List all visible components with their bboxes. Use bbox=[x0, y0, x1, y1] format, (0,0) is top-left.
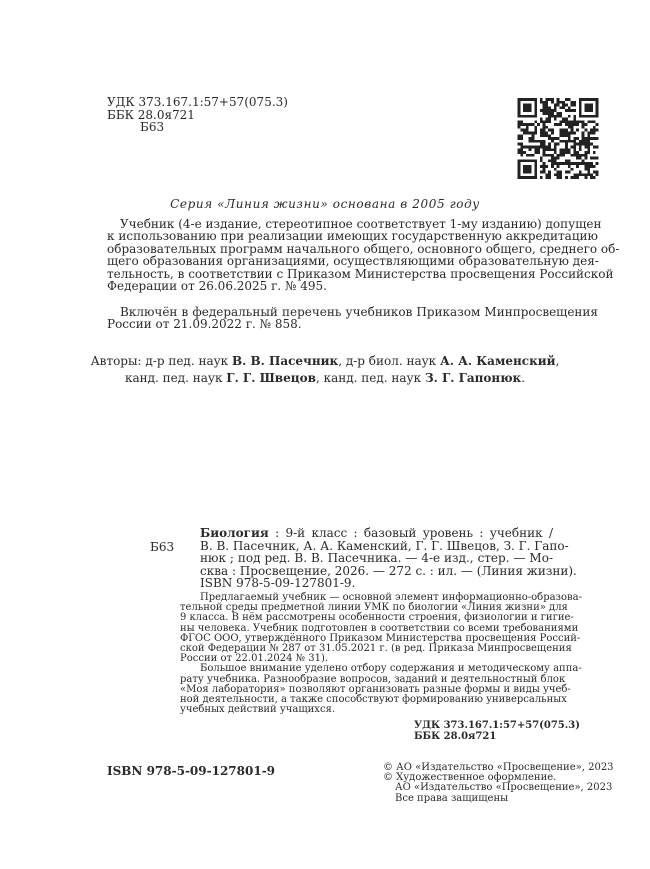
author-name: В. В. Пасечник bbox=[232, 354, 339, 368]
text-line: ISBN 978-5-09-127801-9. bbox=[200, 576, 356, 590]
text-line: Федерации от 26.06.2025 г. № 495. bbox=[107, 279, 327, 294]
copyright-line: Все права защищены bbox=[395, 792, 509, 804]
text-line: 9 класса. В нём рассмотрены особенности строения, физиологии и гигие- bbox=[180, 612, 574, 624]
inclusion-paragraph bbox=[107, 306, 598, 331]
text-line: Большое внимание уделено отбору содержания и методическому аппа- bbox=[200, 663, 582, 675]
author-mark: Б63 bbox=[140, 120, 165, 135]
text-line bbox=[200, 527, 553, 540]
text-line: Предлагаемый учебник — основной элемент информационно-образова- bbox=[200, 592, 583, 603]
copyright-line: © АО «Издательство «Просвещение», 2023 bbox=[383, 762, 614, 773]
text-line: нюк ; под ред. В. В. Пасечника. — 4-е изд., стер. — Мо- bbox=[200, 551, 553, 565]
bbk-code: ББК 28.0я721 bbox=[107, 107, 195, 122]
text-line: Учебник (4-е издание, стереотипное соответствует 1-му изданию) допущен bbox=[120, 217, 602, 231]
footer-classification bbox=[414, 720, 580, 742]
text-line: щего образования организациями, осуществляющими образовательную дея- bbox=[107, 254, 599, 269]
bbk-code: ББК 28.0я721 bbox=[414, 731, 497, 742]
copyright-line: АО «Издательство «Просвещение», 2023 bbox=[395, 782, 613, 794]
text-line: В. В. Пасечник, А. А. Каменский, Г. Г. Швецов, З. Г. Гапо- bbox=[200, 538, 569, 553]
catalog-author-mark: Б63 bbox=[150, 539, 175, 554]
text-line: рату учебника. Разнообразие вопросов, заданий и деятельностный блок bbox=[180, 673, 566, 685]
authors bbox=[0, 353, 650, 387]
text-line: России от 22.01.2024 № 31). bbox=[180, 653, 329, 665]
text-line: сква : Просвещение, 2026. — 272 с. : ил. — (Линия жизни). bbox=[200, 563, 577, 578]
text-line: тельной среды предметной линии УМК по биологии «Линия жизни» для bbox=[180, 602, 568, 614]
book-title: Биология bbox=[200, 526, 269, 540]
copyright-line: © Художественное оформление. bbox=[383, 772, 557, 784]
author-name: Г. Г. Швецов bbox=[226, 371, 316, 385]
author-name: А. А. Каменский bbox=[440, 354, 556, 368]
author-degree: , канд. пед. наук bbox=[315, 371, 422, 385]
series-note: Серия «Линия жизни» основана в 2005 году bbox=[170, 197, 480, 211]
author-degree: , д-р биол. наук bbox=[338, 354, 437, 368]
approval-paragraph bbox=[107, 217, 620, 294]
text-line: ной деятельности, а также способствуют формированию универсальных bbox=[180, 694, 567, 706]
separator: , bbox=[555, 354, 560, 368]
text-line: ФГОС ООО, утверждённого Приказом Министерства просвещения Россий- bbox=[180, 632, 581, 644]
udk-code: УДК 373.167.1:57+57(075.3) bbox=[414, 720, 580, 731]
isbn: ISBN 978-5-09-127801-9 bbox=[107, 764, 276, 778]
author-name: З. Г. Гапонюк bbox=[424, 371, 522, 385]
text-line: ны человека. Учебник подготовлен в соответствии со всеми требованиями bbox=[180, 622, 579, 634]
author-degree: Авторы: д-р пед. наук bbox=[90, 354, 229, 368]
text-line: образовательных программ начального общего, основного общего, среднего об- bbox=[107, 241, 620, 256]
text-line: «Моя лаборатория» позволяют организовать разные формы и виды учеб- bbox=[180, 683, 571, 695]
classification-header bbox=[107, 96, 288, 134]
annotation bbox=[180, 592, 583, 716]
qr-code bbox=[517, 98, 599, 179]
author-degree: канд. пед. наук bbox=[124, 371, 223, 385]
text-line: Включён в федеральный перечень учебников Приказом Минпросвещения bbox=[120, 305, 598, 319]
udk-code: УДК 373.167.1:57+57(075.3) bbox=[107, 95, 288, 109]
text-line: тельность, в соответствии с Приказом Министерства просвещения Российской bbox=[107, 266, 614, 281]
text-line: к использованию при реализации имеющих государственную аккредитацию bbox=[107, 229, 598, 244]
text-line: ской Федерации № 287 от 31.05.2021 г. (в ред. Приказа Минпросвещения bbox=[180, 643, 572, 655]
text-span: : 9-й класс : базовый уровень : учебник / bbox=[268, 526, 553, 540]
separator: . bbox=[521, 371, 526, 385]
text-line: учебных действий учащихся. bbox=[180, 704, 336, 716]
text-line: России от 21.09.2022 г. № 858. bbox=[107, 317, 302, 332]
copyright-notice bbox=[383, 763, 614, 804]
catalog-record bbox=[200, 526, 577, 590]
